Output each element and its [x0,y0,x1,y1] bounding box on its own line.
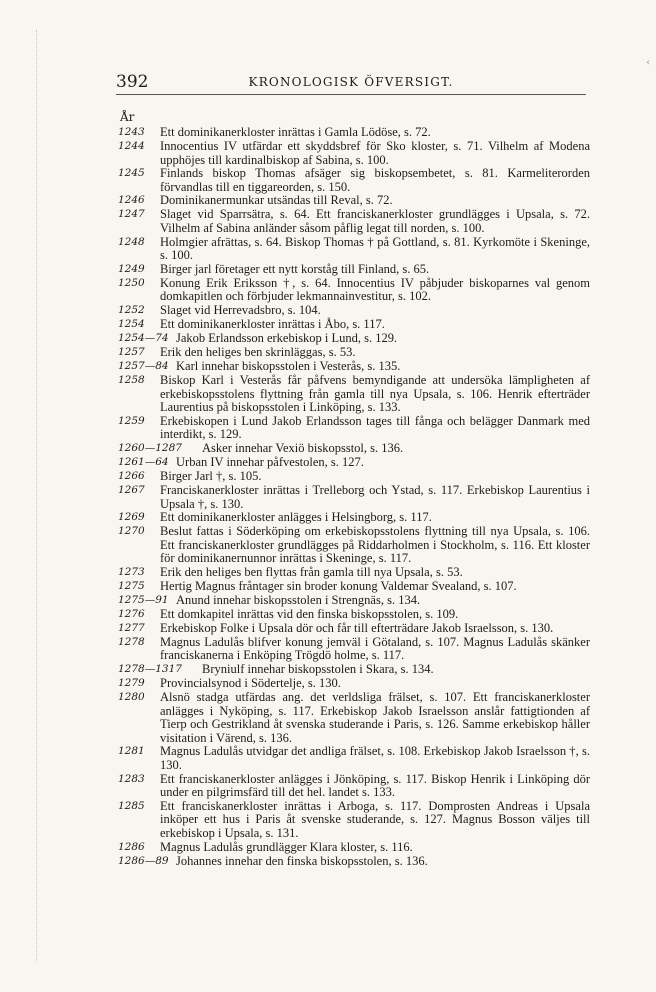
margin-mark: ‹ [646,58,650,68]
entry-year: 1275 [118,579,145,592]
entry-year: 1257—84 [118,359,169,372]
entry-text: Anund innehar biskopsstolen i Strengnäs, s. 134. [176,592,421,607]
entry-year: 1257 [118,345,145,358]
chronology-entry [112,484,590,511]
entry-year: 1254—74 [118,331,169,344]
entry-year: 1245 [118,167,145,180]
entry-text: Dominikanermunkar utsändas till Reval, s. 72. [160,193,393,208]
chronology-list [112,126,590,869]
chronology-entry [112,167,590,194]
chronology-entry [112,773,590,800]
entry-text: Konung Erik Eriksson †, s. 64. Innocentius IV påbjuder biskoparnes val genom domkapitlen och förbjuder lekmannainvestitur, s. 102. [160,275,590,304]
chronology-entry [112,456,590,470]
chronology-entry [112,236,590,263]
entry-year: 1247 [118,208,145,221]
entry-text: Erkebiskopen i Lund Jakob Erlandsson tages till fånga och belägger Danmark med interdikt, s. 129. [160,413,590,442]
chronology-entry [112,622,590,636]
chronology-entry [112,318,590,332]
entry-text: Ett franciskanerkloster anlägges i Jönköping, s. 117. Biskop Henrik i Linköping dör under en pilgrimsfärd till det hel. landet s. 133. [160,771,590,800]
entry-year: 1267 [118,483,145,496]
entry-text: Franciskanerkloster inrättas i Trelleborg och Ystad, s. 117. Erkebiskop Laurentius i Upsala †, s. 130. [160,482,590,511]
chronology-entry [112,511,590,525]
entry-text: Asker innehar Vexiö biskopsstol, s. 136. [202,440,404,455]
entry-text: Ett dominikanerkloster inrättas i Åbo, s. 117. [160,316,385,331]
entry-text: Biskop Karl i Vesterås får påfvens bemyndigande att undersöka lämpligheten af erkebiskopsstolens flyttning från gamla till nya Upsala, s. 106. Henrik efterträder Laurentius på biskopsstolen i Linköping, s. 133. [160,372,590,415]
entry-text: Slaget vid Herrevadsbro, s. 104. [160,302,321,317]
entry-text: Hertig Magnus fråntager sin broder konung Valdemar Svealand, s. 107. [160,578,517,593]
entry-text: Erkebiskop Folke i Upsala dör och får till efterträdare Jakob Israelsson, s. 130. [160,620,554,635]
year-column-heading: År [120,110,135,124]
chronology-entry [112,580,590,594]
entry-year: 1273 [118,565,145,578]
entry-text: Birger Jarl †, s. 105. [160,468,262,483]
chronology-entry [112,525,590,566]
entry-year: 1269 [118,511,145,524]
entry-text: Karl innehar biskopsstolen i Vesterås, s. 135. [176,358,401,373]
entry-year: 1276 [118,607,145,620]
chronology-entry [112,346,590,360]
entry-text: Ett dominikanerkloster inrättas i Gamla Lödöse, s. 72. [160,125,431,139]
entry-year: 1250 [118,276,145,289]
entry-text: Provincialsynod i Södertelje, s. 130. [160,676,341,691]
page-header [116,72,586,92]
entry-text: Urban IV innehar påfvestolen, s. 127. [176,454,364,469]
entry-year: 1278 [118,635,145,648]
chronology-entry [112,332,590,346]
entry-text: Magnus Ladulås utvidgar det andliga frälset, s. 108. Erkebiskop Jakob Israelsson †, s. 130. [160,744,590,773]
entry-text: Ett dominikanerkloster anlägges i Helsingborg, s. 117. [160,510,432,525]
entry-text: Finlands biskop Thomas afsäger sig biskopsembetet, s. 81. Karmeliterorden förvandlas till en tiggareorden, s. 150. [160,166,590,194]
entry-text: Bryniulf innehar biskopsstolen i Skara, s. 134. [202,662,434,677]
running-title: KRONOLOGISK ÖFVERSIGT. [248,75,454,89]
entry-year: 1260—1287 [118,441,182,454]
entry-year: 1252 [118,303,145,316]
entry-year: 1246 [118,194,145,207]
entry-year: 1278—1317 [118,663,182,676]
page-number: 392 [116,72,149,92]
chronology-entry [112,800,590,841]
entry-text: Innocentius IV utfärdar ett skyddsbref för Sko kloster, s. 71. Vilhelm af Modena upphöjes till kardinalbiskop af Sabina, s. 100. [160,139,590,167]
entry-text: Alsnö stadga utfärdas ang. det verldsliga frälset, s. 107. Ett franciskanerkloster anlägges i Nyköping, s. 117. Erkebiskop Jakob Israelsson anslår fattigtionden af Tierp och Gestrikland åt svenska studerande i Paris, s. 126. Samme erkebiskop håller visitation i Värend, s. 136. [160,690,590,745]
entry-text: Holmgier afrättas, s. 64. Biskop Thomas † på Gottland, s. 81. Kyrkomöte i Skeninge, s. 100. [160,234,590,263]
chronology-entry [112,140,590,167]
chronology-entry [112,470,590,484]
chronology-entry [112,277,590,304]
entry-year: 1270 [118,525,145,538]
entry-year: 1258 [118,373,145,386]
chronology-entry [112,855,590,869]
chronology-entry [112,566,590,580]
entry-text: Erik den heliges ben skrinläggas, s. 53. [160,344,356,359]
chronology-entry [112,304,590,318]
header-rule [116,94,586,95]
entry-text: Ett domkapitel inrättas vid den finska biskopsstolen, s. 109. [160,606,459,621]
entry-year: 1277 [118,621,145,634]
chronology-entry [112,608,590,622]
chronology-entry [112,442,590,456]
entry-year: 1254 [118,317,145,330]
entry-text: Erik den heliges ben flyttas från gamla till nya Upsala, s. 53. [160,564,463,579]
entry-year: 1243 [118,126,145,138]
chronology-entry [112,677,590,691]
entry-text: Slaget vid Sparrsätra, s. 64. Ett franciskanerkloster grundlägges i Upsala, s. 72. Vilhelm af Sabina anländer såsom påflig legat till norden, s. 100. [160,207,590,235]
entry-year: 1280 [118,691,145,704]
entry-year: 1248 [118,235,145,248]
entry-year: 1275—91 [118,593,169,606]
entry-text: Jakob Erlandsson erkebiskop i Lund, s. 129. [176,330,398,345]
entry-year: 1281 [118,745,145,758]
chronology-entry [112,208,590,235]
entry-year: 1283 [118,772,145,785]
chronology-entry [112,691,590,745]
chronology-entry [112,263,590,277]
chronology-entry [112,360,590,374]
chronology-entry [112,126,590,140]
entry-text: Magnus Ladulås blifver konung jemväl i Götaland, s. 107. Magnus Ladulås skänker franciskanerna i Enköping Trögdö holme, s. 117. [160,634,590,663]
chronology-entry [112,415,590,442]
entry-text: Beslut fattas i Söderköping om erkebiskopsstolens flyttning till nya Upsala, s. 106. Ett franciskanerkloster grundlägges på Riddarholmen i Stockholm, s. 116. Ett kloster för dominikanernunnor inrättas i Skeninge, s. 117. [160,524,590,566]
entry-year: 1244 [118,140,145,152]
entry-year: 1279 [118,677,145,690]
chronology-entry [112,663,590,677]
chronology-entry [112,636,590,663]
chronology-entry [112,745,590,772]
chronology-entry [112,374,590,415]
entry-year: 1259 [118,414,145,427]
entry-year: 1285 [118,799,145,812]
entry-year: 1249 [118,262,145,275]
entry-year: 1286—89 [118,854,169,867]
scan-margin-line [36,30,37,962]
entry-text: Ett franciskanerkloster inrättas i Arboga, s. 117. Domprosten Andreas i Upsala inköper ett hus i Paris åt svenske studerande, s. 127. Magnus Bosson väljes till erkebiskop i Upsala, s. 131. [160,798,590,840]
chronology-entry [112,194,590,208]
entry-text: Magnus Ladulås grundlägger Klara kloster, s. 116. [160,839,413,854]
entry-year: 1266 [118,469,145,482]
entry-year: 1286 [118,840,145,853]
chronology-entry [112,594,590,608]
entry-text: Johannes innehar den finska biskopsstolen, s. 136. [176,853,428,868]
chronology-entry [112,841,590,855]
entry-text: Birger jarl företager ett nytt korståg till Finland, s. 65. [160,261,430,276]
entry-year: 1261—64 [118,455,169,468]
